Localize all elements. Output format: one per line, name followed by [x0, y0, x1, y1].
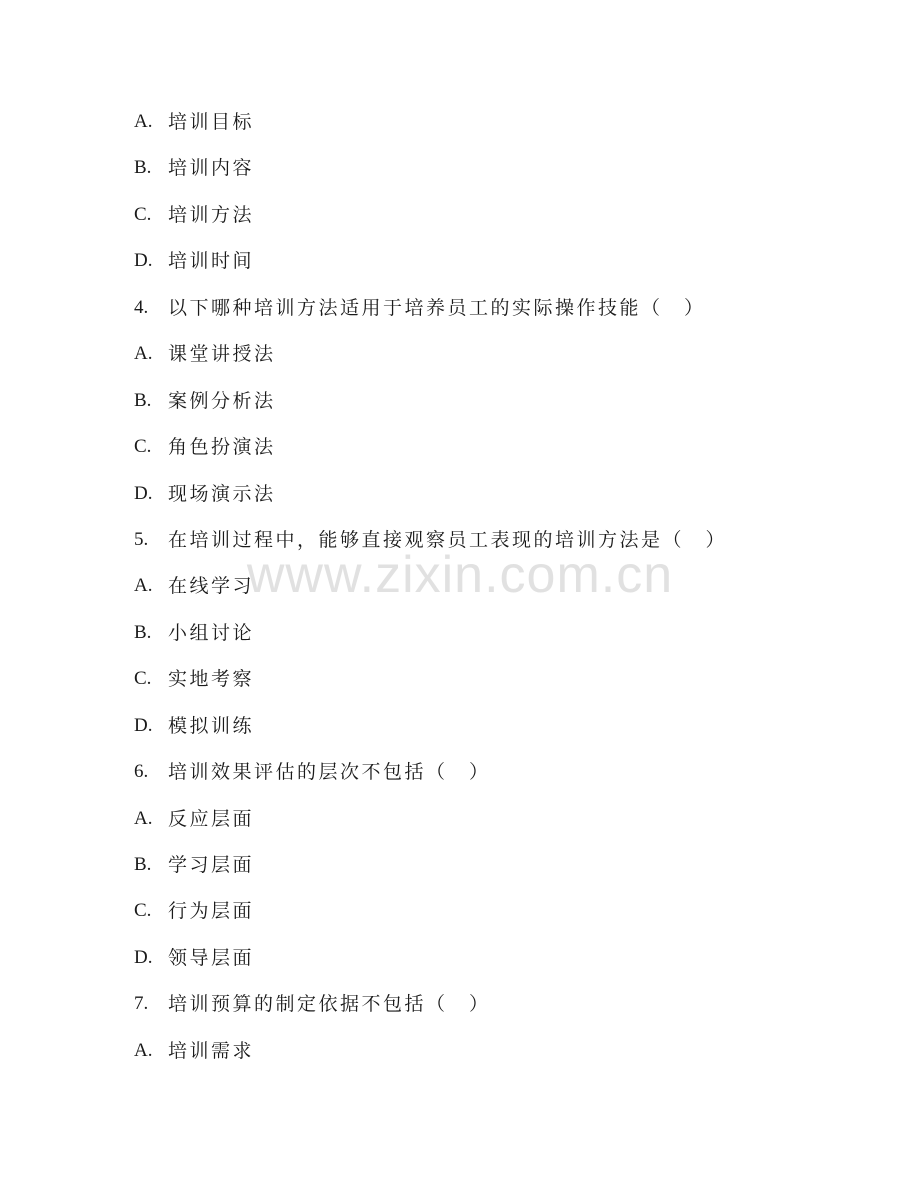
- option-text: 反应层面: [168, 807, 255, 830]
- option-label: A.: [134, 111, 153, 132]
- option-text: 角色扮演法: [168, 436, 276, 459]
- question-line: [134, 521, 854, 567]
- option-text: 课堂讲授法: [168, 343, 276, 366]
- option-line: [134, 800, 854, 846]
- option-line: [134, 1032, 854, 1078]
- question-line: [134, 753, 854, 799]
- option-label: A.: [134, 575, 153, 597]
- option-text: 模拟训练: [168, 714, 255, 737]
- option-text: 实地考察: [168, 668, 255, 691]
- option-label: A.: [134, 1039, 153, 1061]
- option-text: 现场演示法: [168, 482, 276, 505]
- option-line: [134, 103, 854, 149]
- question-number: 5.: [134, 528, 149, 550]
- option-label: A.: [134, 343, 153, 365]
- question-number: 7.: [134, 993, 149, 1015]
- option-text: 案例分析法: [168, 389, 276, 412]
- option-line: [134, 707, 854, 753]
- option-line: [134, 892, 854, 938]
- question-line: [134, 289, 854, 335]
- option-line: [134, 382, 854, 428]
- watermark: www.zixin.com.cn: [246, 546, 674, 604]
- option-text: 培训方法: [168, 203, 255, 226]
- option-text: 行为层面: [168, 900, 255, 923]
- option-label: D.: [134, 946, 153, 968]
- option-label: A.: [134, 807, 153, 829]
- question-number: 4.: [134, 296, 149, 318]
- option-text: 培训时间: [168, 250, 255, 273]
- option-label: B.: [134, 157, 152, 179]
- option-line: [134, 660, 854, 706]
- option-text: 在线学习: [168, 575, 255, 598]
- option-line: [134, 335, 854, 381]
- question-text: 培训预算的制定依据不包括（ ）: [168, 993, 491, 1016]
- option-label: B.: [134, 621, 152, 643]
- option-label: C.: [134, 668, 152, 690]
- option-text: 培训目标: [168, 111, 255, 133]
- option-label: C.: [134, 203, 152, 225]
- option-line: [134, 196, 854, 242]
- option-label: D.: [134, 250, 153, 272]
- option-line: [134, 242, 854, 288]
- option-line: [134, 428, 854, 474]
- option-label: B.: [134, 389, 152, 411]
- option-text: 培训需求: [168, 1039, 255, 1062]
- option-label: C.: [134, 900, 152, 922]
- question-line: [134, 985, 854, 1031]
- option-line: [134, 475, 854, 521]
- option-line: [134, 567, 854, 613]
- option-label: B.: [134, 854, 152, 875]
- option-label: C.: [134, 436, 152, 458]
- option-line: [134, 149, 854, 195]
- option-label: D.: [134, 482, 153, 504]
- document-body: [134, 103, 854, 1078]
- option-label: D.: [134, 714, 153, 736]
- question-number: 6.: [134, 761, 149, 783]
- question-text: 在培训过程中，能够直接观察员工表现的培训方法是（ ）: [168, 528, 728, 551]
- option-text: 培训内容: [168, 157, 255, 180]
- option-text: 学习层面: [168, 854, 255, 876]
- option-line: [134, 846, 854, 892]
- option-text: 小组讨论: [168, 621, 255, 644]
- option-line: [134, 614, 854, 660]
- option-text: 领导层面: [168, 946, 255, 969]
- question-text: 培训效果评估的层次不包括（ ）: [168, 761, 491, 784]
- question-text: 以下哪种培训方法适用于培养员工的实际操作技能（ ）: [168, 296, 706, 319]
- option-line: [134, 939, 854, 985]
